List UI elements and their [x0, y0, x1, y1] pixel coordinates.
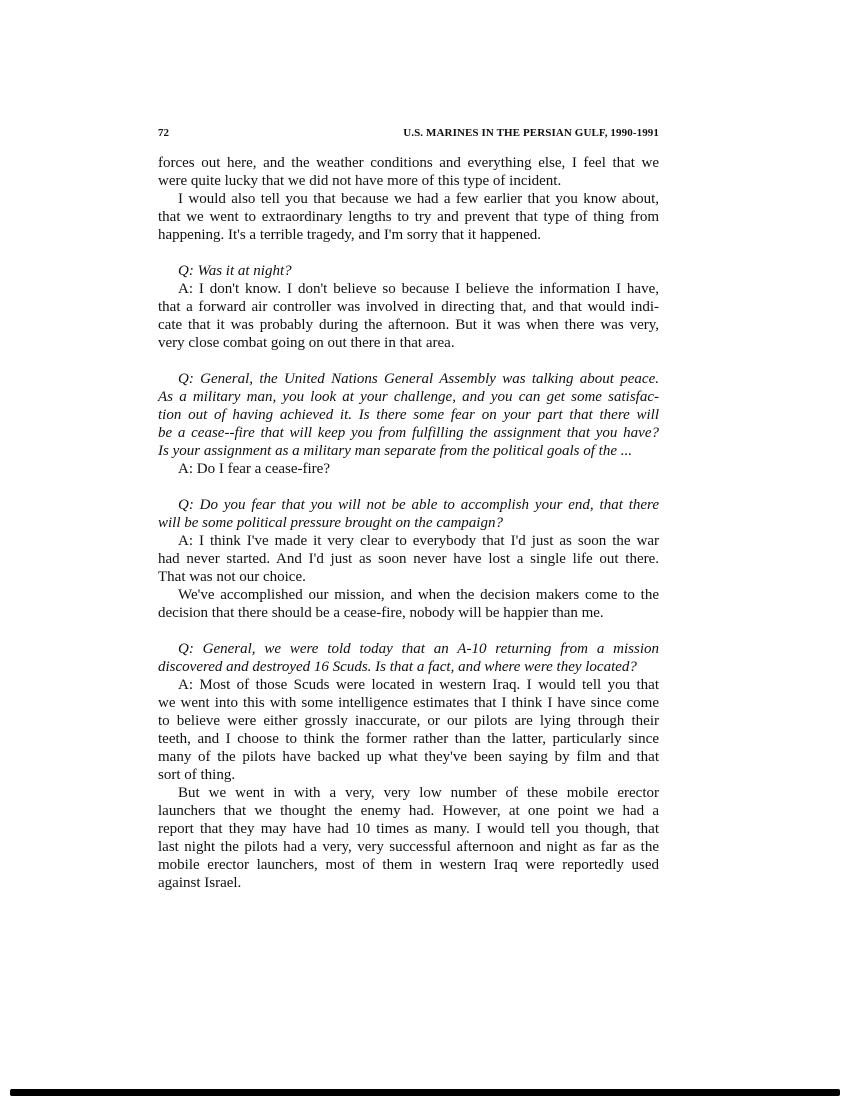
question-paragraph [158, 262, 659, 280]
text-line: against Israel. [158, 875, 242, 891]
question-paragraph [158, 496, 659, 532]
question-paragraph [158, 640, 659, 676]
text-line: launchers that we thought the enemy had. However, at one point we had a [158, 803, 659, 819]
text-line: mobile erector launchers, most of them in western Iraq were reportedly used [158, 857, 659, 873]
text-line: Q: Do you fear that you will not be able to accomplish your end, that there [178, 497, 659, 513]
text-line: A: Most of those Scuds were located in western Iraq. I would tell you that [178, 677, 659, 693]
text-line: Q: Was it at night? [178, 263, 292, 279]
text-line: to believe were either grossly inaccurate, or our pilots are lying through their [158, 713, 659, 729]
text-line: happening. It's a terrible tragedy, and I'm sorry that it happened. [158, 227, 542, 243]
text-line: decision that there should be a cease-fire, nobody will be happier than me. [158, 605, 604, 621]
paragraph [158, 532, 659, 586]
text-line: were quite lucky that we did not have more of this type of incident. [158, 173, 562, 189]
text-line: A: I don't know. I don't believe so because I believe the information I have, [178, 281, 659, 297]
text-line: Q: General, we were told today that an A-10 returning from a mission [178, 641, 659, 657]
text-line: cate that it was probably during the afternoon. But it was when there was very, [158, 317, 659, 333]
paragraph [158, 784, 659, 892]
paragraph [158, 676, 659, 784]
text-line: Q: General, the United Nations General Assembly was talking about peace. [178, 371, 659, 387]
text-line: be a cease--fire that will keep you from fulfilling the assignment that you have? [158, 425, 659, 441]
text-line: discovered and destroyed 16 Scuds. Is that a fact, and where were they located? [158, 659, 637, 675]
text-line: sort of thing. [158, 767, 236, 783]
text-line: We've accomplished our mission, and when the decision makers come to the [178, 587, 659, 603]
text-line: Is your assignment as a military man separate from the political goals of the ... [158, 443, 633, 459]
text-line: that we went to extraordinary lengths to try and prevent that type of thing from [158, 209, 659, 225]
text-line: As a military man, you look at your challenge, and you can get some satisfac- [158, 389, 659, 405]
text-line: that a forward air controller was involved in directing that, and that would indi- [158, 299, 659, 315]
text-line: report that they may have had 10 times as many. I would tell you though, that [158, 821, 659, 837]
qa-section [158, 370, 659, 478]
document-body [158, 154, 659, 910]
qa-section [158, 640, 659, 892]
text-line: forces out here, and the weather conditions and everything else, I feel that we [158, 155, 659, 171]
text-line: will be some political pressure brought on the campaign? [158, 515, 503, 531]
text-line: A: Do I fear a cease-fire? [178, 461, 330, 477]
text-line: tion out of having achieved it. Is there some fear on your part that there will [158, 407, 659, 423]
paragraph [158, 280, 659, 352]
text-line: teeth, and I choose to think the former rather than the latter, particularly since [158, 731, 659, 747]
paragraph [158, 460, 659, 478]
page-number: 72 [158, 127, 169, 139]
qa-section [158, 496, 659, 622]
text-line: A: I think I've made it very clear to everybody that I'd just as soon the war [178, 533, 659, 549]
paragraph [158, 190, 659, 244]
running-head: U.S. MARINES IN THE PERSIAN GULF, 1990-1991 [403, 127, 659, 139]
text-line: I would also tell you that because we had a few earlier that you know about, [178, 191, 659, 207]
text-line: many of the pilots have backed up what they've been saying by film and that [158, 749, 659, 765]
question-paragraph [158, 370, 659, 460]
qa-section [158, 262, 659, 352]
text-line: last night the pilots had a very, very successful afternoon and night as far as the [158, 839, 659, 855]
text-line: very close combat going on out there in that area. [158, 335, 455, 351]
text-line: But we went in with a very, very low number of these mobile erector [178, 785, 659, 801]
paragraph [158, 586, 659, 622]
text-line: we went into this with some intelligence estimates that I think I have since come [158, 695, 659, 711]
footer-rule [10, 1089, 840, 1096]
paragraph [158, 154, 659, 190]
text-line: That was not our choice. [158, 569, 306, 585]
page-header [158, 127, 659, 143]
qa-section [158, 154, 659, 244]
text-line: had never started. And I'd just as soon never have lost a single life out there. [158, 551, 659, 567]
